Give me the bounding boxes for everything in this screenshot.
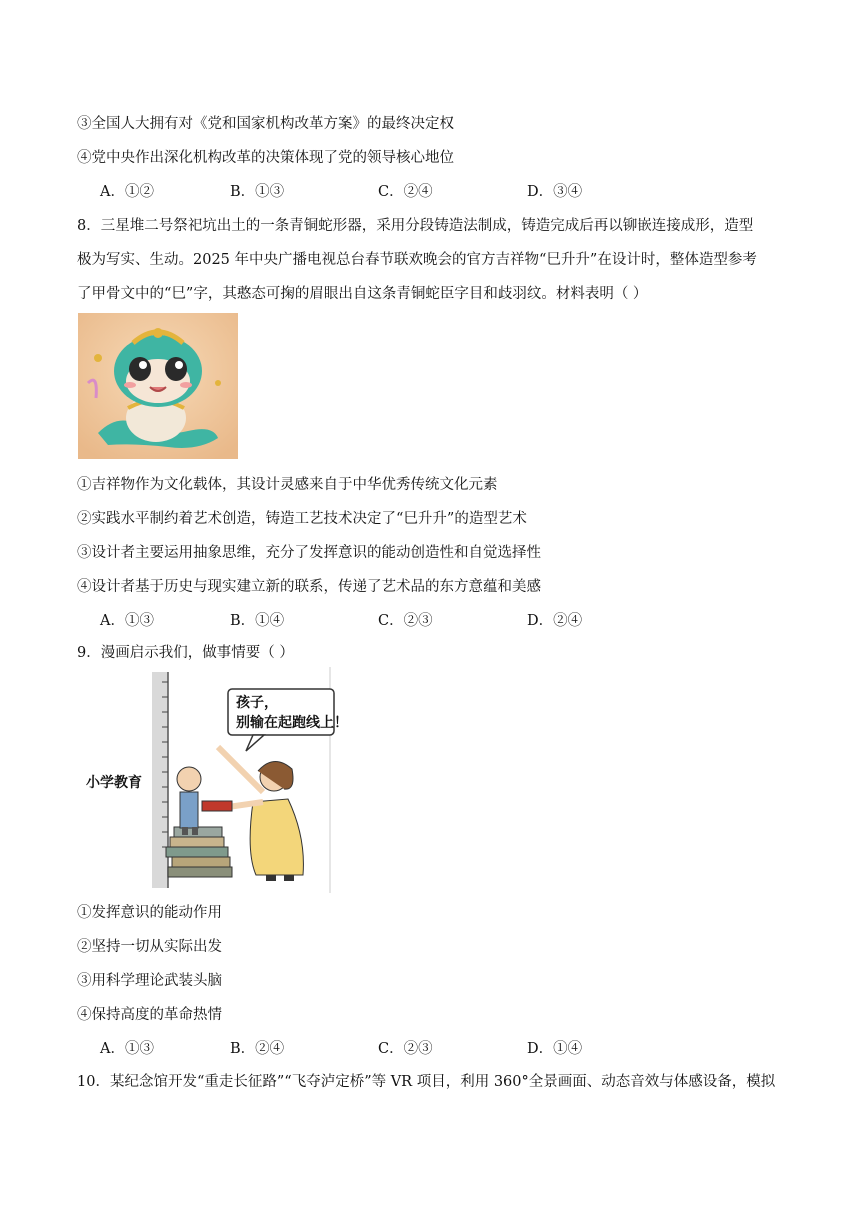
q9-option-a: A．①③ (100, 1041, 154, 1057)
q8-stem-line-2: 极为写实、生动。2025 年中央广播电视总台春节联欢晚会的官方吉祥物“巳升升”在设计时，整体造型参考 (77, 252, 757, 268)
q10-stem: 10．某纪念馆开发“重走长征路”“飞夺泸定桥”等 VR 项目，利用 360°全景画面、动态音效与体感设备，模拟 (77, 1074, 776, 1090)
q8-statement-3: ③设计者主要运用抽象思维，充分了发挥意识的能动创造性和自觉选择性 (77, 545, 541, 561)
cartoon-image (78, 667, 348, 893)
q8-stem-line-3: 了甲骨文中的“巳”字，其憨态可掬的眉眼出自这条青铜蛇臣字目和歧羽纹。材料表明（ ） (77, 286, 648, 302)
q8-stem-line-1: 8．三星堆二号祭祀坑出土的一条青铜蛇形器，采用分段铸造法制成，铸造完成后再以铆嵌连接成形，造型 (77, 218, 754, 234)
q8-option-b: B．①④ (230, 613, 285, 629)
q8-option-c: C．②③ (378, 613, 433, 629)
q7-options (100, 180, 800, 200)
q9-statement-3: ③用科学理论武装头脑 (77, 973, 222, 989)
q7-option-c: C．②④ (378, 184, 433, 200)
q7-statement-3: ③全国人大拥有对《党和国家机构改革方案》的最终决定权 (77, 116, 454, 132)
q7-option-b: B．①③ (230, 184, 285, 200)
mascot-image (78, 313, 238, 459)
q8-statement-1: ①吉祥物作为文化载体，其设计灵感来自于中华优秀传统文化元素 (77, 477, 498, 493)
q8-options (100, 609, 800, 629)
q9-statement-4: ④保持高度的革命热情 (77, 1007, 222, 1023)
q8-statement-4: ④设计者基于历史与现实建立新的联系，传递了艺术品的东方意蕴和美感 (77, 579, 541, 595)
speech-line-2: 别输在起跑线上！ (236, 714, 348, 730)
q8-statement-2: ②实践水平制约着艺术创造，铸造工艺技术决定了“巳升升”的造型艺术 (77, 511, 527, 527)
q8-option-a: A．①③ (100, 613, 154, 629)
q8-option-d: D．②④ (527, 613, 583, 629)
q9-option-b: B．②④ (230, 1041, 285, 1057)
q9-options (100, 1037, 800, 1057)
q9-statement-1: ①发挥意识的能动作用 (77, 905, 222, 921)
q9-statement-2: ②坚持一切从实际出发 (77, 939, 222, 955)
q9-option-d: D．①④ (527, 1041, 583, 1057)
q7-statement-4: ④党中央作出深化机构改革的决策体现了党的领导核心地位 (77, 150, 454, 166)
cartoon-label: 小学教育 (86, 774, 142, 790)
q7-option-a: A．①② (100, 184, 154, 200)
speech-line-1: 孩子， (236, 694, 278, 710)
q9-option-c: C．②③ (378, 1041, 433, 1057)
q7-option-d: D．③④ (527, 184, 583, 200)
q9-stem: 9．漫画启示我们，做事情要（ ） (77, 645, 294, 661)
